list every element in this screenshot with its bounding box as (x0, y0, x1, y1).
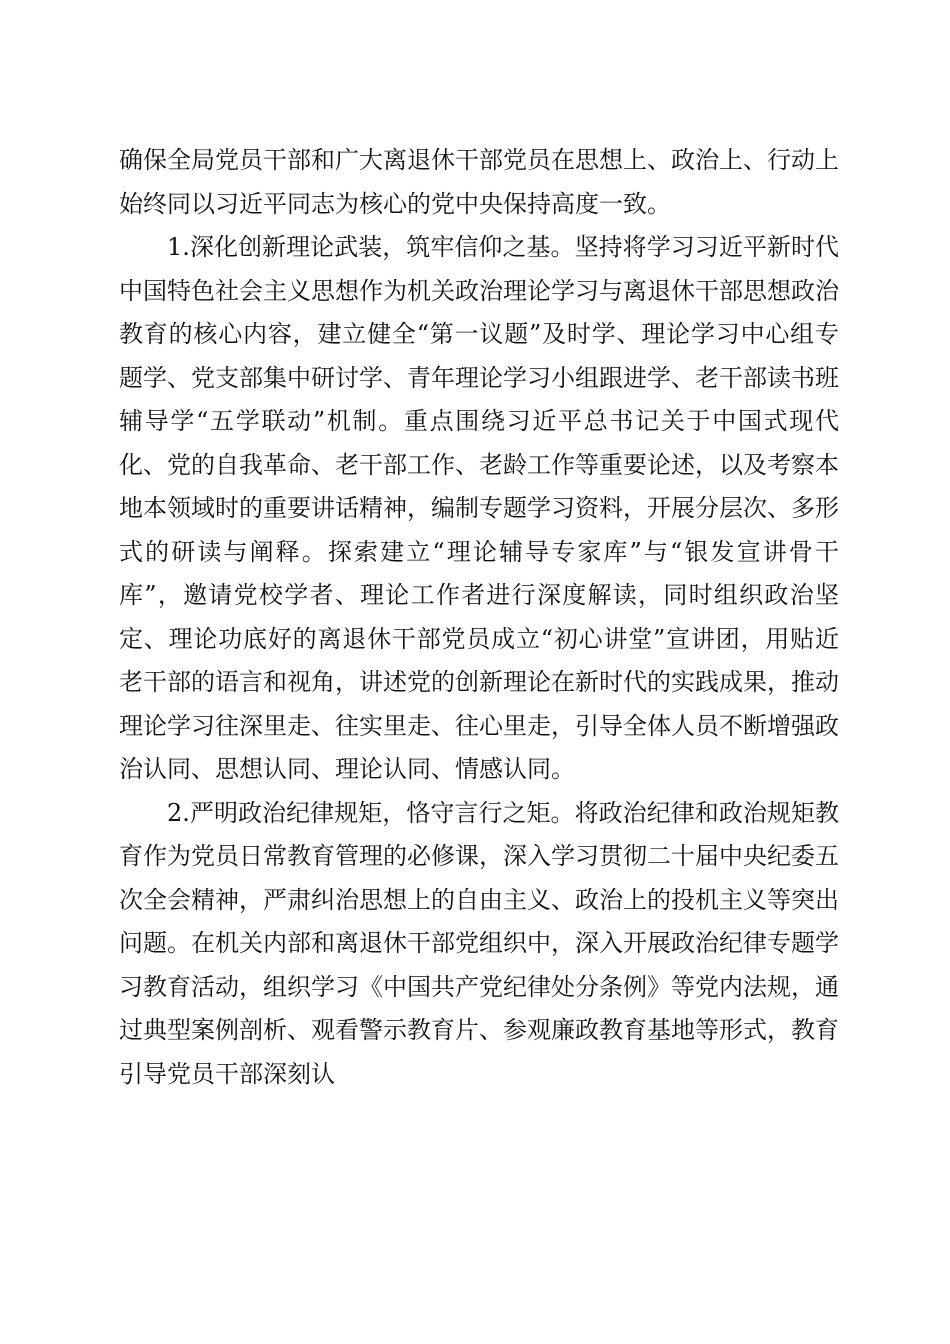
paragraph-item-2: 2.严明政治纪律规矩，恪守言行之矩。将政治纪律和政治规矩教育作为党员日常教育管理的必修课，深入学习贯彻二十届中央纪委五次全会精神，严肃纠治思想上的自由主义、政治上的投机主义等突出问题。在机关内部和离退休干部党组织中，深入开展政治纪律专题学习教育活动，组织学习《中国共产党纪律处分条例》等党内法规，通过典型案例剖析、观看警示教育片、参观廉政教育基地等形式，教育引导党员干部深刻认 (119, 798, 839, 1088)
document-body (119, 139, 839, 1096)
paragraph-item-1: 1.深化创新理论武装，筑牢信仰之基。坚持将学习习近平新时代中国特色社会主义思想作为机关政治理论学习与离退休干部思想政治教育的核心内容，建立健全“第一议题”及时学、理论学习中心组专题学、党支部集中研讨学、青年理论学习小组跟进学、老干部读书班辅导学“五学联动”机制。重点围绕习近平总书记关于中国式现代化、党的自我革命、老干部工作、老龄工作等重要论述，以及考察本地本领域时的重要讲话精神，编制专题学习资料，开展分层次、多形式的研读与阐释。探索建立“理论辅导专家库”与“银发宣讲骨干库”，邀请党校学者、理论工作者进行深度解读，同时组织政治坚定、理论功底好的离退休干部党员成立“初心讲堂”宣讲团，用贴近老干部的语言和视角，讲述党的创新理论在新时代的实践成果，推动理论学习往深里走、往实里走、往心里走，引导全体人员不断增强政治认同、思想认同、理论认同、情感认同。 (119, 233, 839, 783)
paragraph-continuation: 确保全局党员干部和广大离退休干部党员在思想上、政治上、行动上始终同以习近平同志为核心的党中央保持高度一致。 (119, 146, 839, 218)
